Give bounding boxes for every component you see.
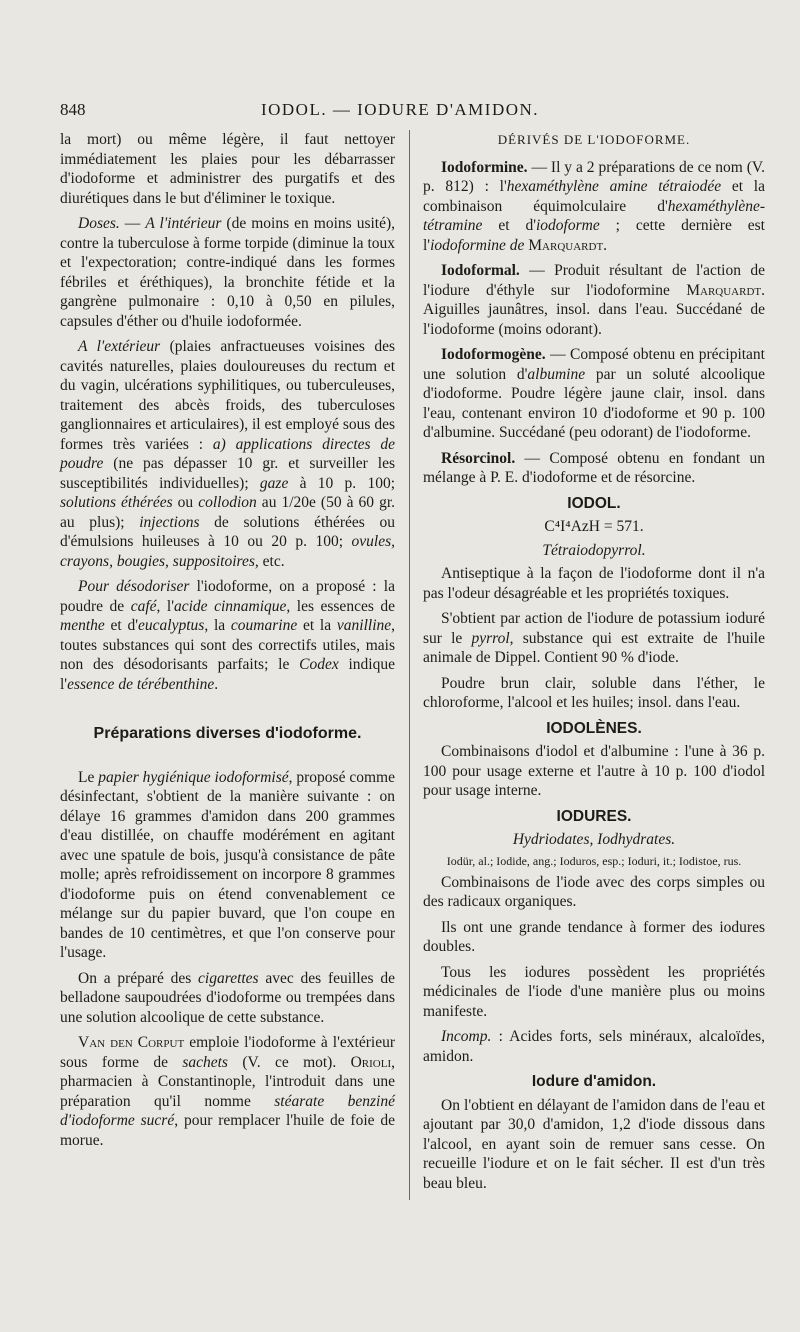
paragraph-papier: Le papier hygiénique iodoformisé, proposé comme désinfectant, s'obtient de la manière suivante : on délaye 16 grammes d'amidon dans 200 grammes d'eau distillée, on chauffe modérément en agitant avec une spatule de bois, jusqu'à consistance de pâte molle; après refroidissement on incorpore 8 grammes d'iodoforme puis on étend convenablement ce mélange sur du papier buvard, que l'on coupe en bandes de 10 centimètres, et que l'on conserve pour l'usage. [60,768,395,961]
left-column [60,130,395,1156]
paragraph-sachets: Van den Corput emploie l'iodoforme à l'extérieur sous forme de sachets (V. ce mot). Orioli, pharmacien à Constantinople, l'introduit dans une préparation qu'il nomme stéarate benziné d'iodoforme sucré, pour remplacer l'huile de foie de morue. [60,1034,395,1149]
paragraph-exterieur: A l'extérieur (plaies anfractueuses voisines des cavités naturelles, plaies douloureuses du rectum et du vagin, ulcérations syphilitiques, ou tuberculeuses, traitement des abcès froids, des tuberculoses ganglionnaires et articulaires), il est employé sous des formes très variées : a) applications directes de poudre (ne pas dépasser 10 gr. et surveiller les susceptibilités individuelles); gaze à 10 p. 100; solutions éthérées ou collodion au 1/20e (50 à 60 gr. au plus); injections de solutions éthérées ou d'émulsions huileuses à 10 ou 20 p. 100; ovules, crayons, bougies, suppositoires, etc. [60,338,396,570]
right-column [423,130,765,1199]
paragraph: Poudre brun clair, soluble dans l'éther, le chloroforme, l'alcool et les huiles; insol. dans l'eau. [423,674,765,711]
heading-amidon: Iodure d'amidon. [531,1073,657,1090]
page-header [0,100,800,124]
paragraph-desodoriser: Pour désodoriser l'iodoforme, on a proposé : la poudre de café, l'acide cinnamique, les essences de menthe et d'eucalyptus, la coumarine et la vanilline, toutes substances qui sont des correctifs utiles, mais non des désodorisants parfaits; le Codex indique l'essence de térébenthine. [60,578,396,693]
column-divider [409,130,410,1200]
paragraph-doses: Doses. — A l'intérieur (de moins en moins usité), contre la tuberculose à forme torpide (diminue la toux et l'expectoration; contre-indiqué dans les formes fébriles et éréthiques), la bronchite fétide et la gangrène pulmonaire : 0,10 à 0,50 en pilules, capsules d'éther ou d'huile iodoformée. [60,215,395,330]
page-number: 848 [60,100,86,119]
section-title: Préparations diverses d'iodoforme. [93,725,362,742]
translations: Iodür, al.; Iodide, ang.; Ioduros, esp.; Ioduri, it.; Iodistoe, rus. [446,853,742,868]
entry-iodoformogene: Iodoformogène. — Composé obtenu en précipitant une solution d'albumine par un soluté alcoolique d'iodoforme. Poudre légère jaune clair, insol. dans l'eau, contenant environ 10 d'iodoforme et 90 p. 100 d'albumine. Succédané (peu odorant) de l'iodoforme. [423,346,766,441]
entry-resorcinol: Résorcinol. — Composé obtenu en fondant un mélange à P. E. d'iodoforme et de résorcine. [423,449,765,486]
paragraph: On l'obtient en délayant de l'amidon dans de l'eau et ajoutant par 30,0 d'amidon, 1,2 d'iode dissous dans l'alcool, en ayant soin de remuer sans cesse. On recueille l'iodure et on le fait sécher. Il est d'un très beau bleu. [423,1096,765,1192]
paragraph: Ils ont une grande tendance à former des iodures doubles. [423,918,765,955]
entry-iodoformine: Iodoformine. — Il y a 2 préparations de ce nom (V. p. 812) : l'hexaméthylène amine tétraiodée et la combinaison équimolculaire d'hexaméthylène-tétramine et d'iodoforme ; cette dernière est l'iodoformine de Marquardt. [423,158,765,254]
paragraph: la mort) ou même légère, il faut nettoyer immédiatement les plaies pour les débarrasser d'iodoforme et administrer des purgatifs et des diurétiques dans le but d'éliminer le toxique. [60,131,395,207]
running-head: IODOL. — IODURE D'AMIDON. [260,100,540,119]
section-title-derives: DÉRIVÉS DE L'IODOFORME. [497,132,691,147]
heading-iodol: IODOL. [567,494,621,512]
paragraph: Tous les iodures possèdent les propriétés médicinales de l'iode d'une manière plus ou moins manifeste. [423,963,765,1020]
formula: C⁴I⁴AzH = 571. [544,518,644,535]
heading-iodolenes: IODOLÈNES. [546,719,642,737]
entry-iodoformal: Iodoformal. — Produit résultant de l'action de l'iodure d'éthyle sur l'iodoformine Marquardt. Aiguilles jaunâtres, insol. dans l'eau. Succédané de l'iodoforme (moins odorant). [423,262,765,338]
subtitle: Hydriodates, Iodhydrates. [512,831,676,848]
paragraph: Antiseptique à la façon de l'iodoforme dont il n'a pas l'odeur désagréable et les propriétés toxiques. [423,565,765,602]
synonym: Tétraiodopyrrol. [542,541,646,559]
heading-iodures: IODURES. [556,807,632,825]
paragraph: Incomp. : Acides forts, sels minéraux, alcaloïdes, amidon. [423,1028,765,1065]
paragraph: S'obtient par action de l'iodure de potassium ioduré sur le pyrrol, substance qui est extraite de l'huile animale de Dippel. Contient 90 % d'iode. [423,610,765,666]
paragraph: Combinaisons de l'iode avec des corps simples ou des radicaux organiques. [423,873,765,910]
paragraph: Combinaisons d'iodol et d'albumine : l'une à 36 p. 100 pour usage externe et l'autre à 10 p. 100 d'iodol pour usage interne. [423,743,765,799]
paragraph-cigarettes: On a préparé des cigarettes avec des feuilles de belladone saupoudrées d'iodoforme ou trempées dans une solution alcoolique de cette substance. [60,969,395,1026]
